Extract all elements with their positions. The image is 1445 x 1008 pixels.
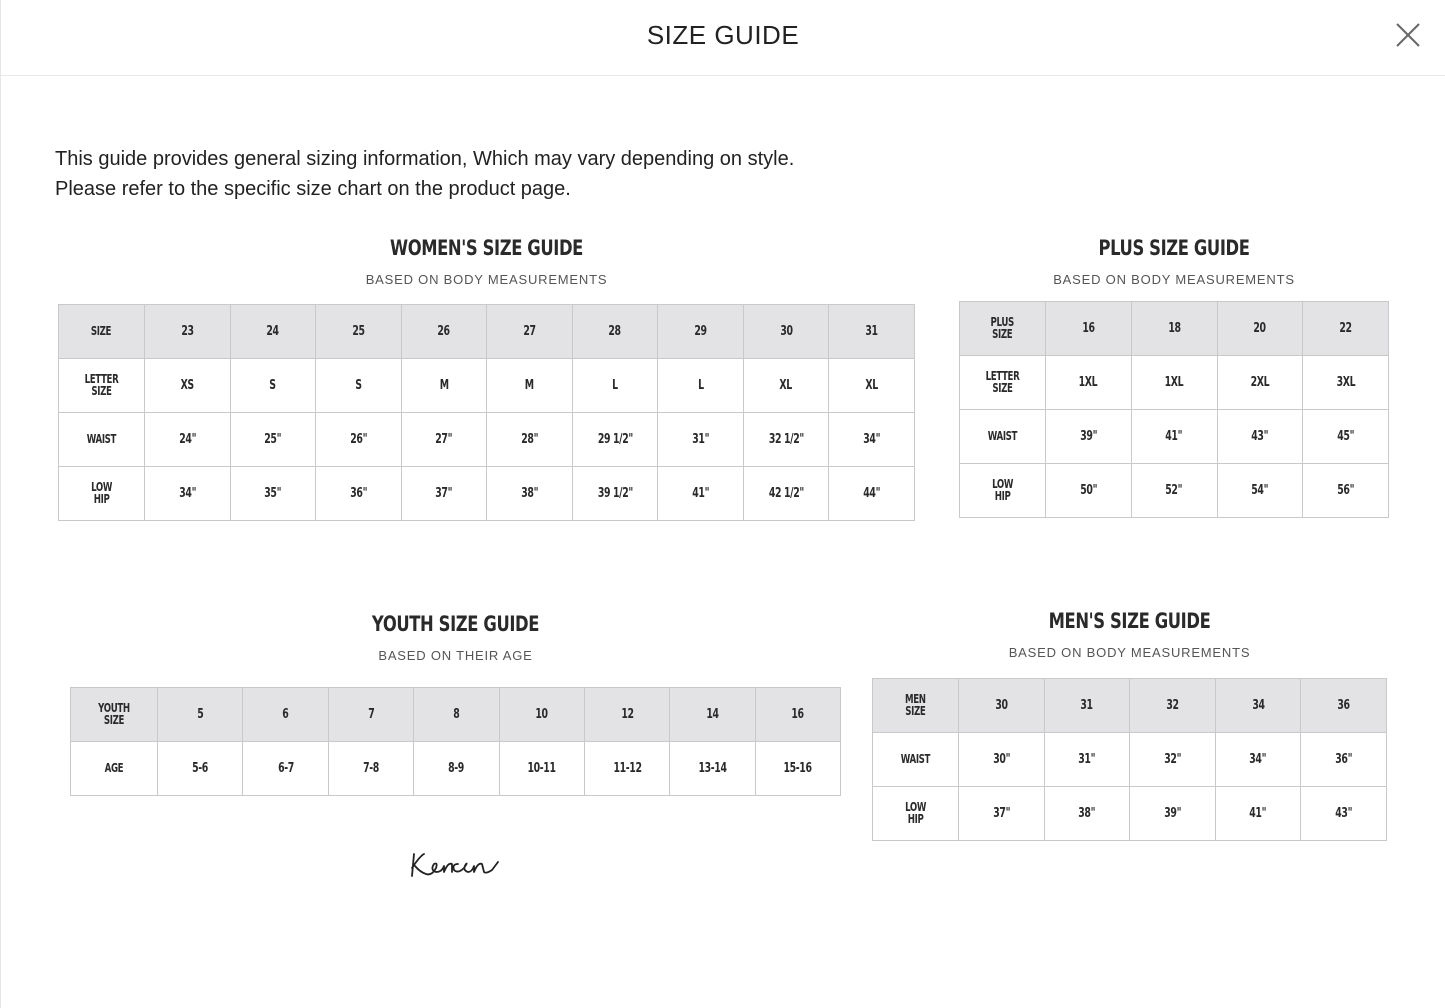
cell-text: 37" — [992, 806, 1010, 821]
table-cell — [743, 305, 829, 359]
cell-text: 2XL — [1250, 375, 1270, 390]
cell-text: 10 — [535, 707, 548, 722]
table-cell — [1046, 302, 1132, 356]
cell-text: 38" — [1078, 806, 1096, 821]
table-cell — [584, 688, 669, 742]
table-row — [960, 464, 1389, 518]
cell-text: 12 — [620, 707, 634, 722]
table-cell — [829, 305, 915, 359]
guide-title: PLUS SIZE GUIDE — [1098, 236, 1250, 260]
cell-text: 41" — [1249, 806, 1267, 821]
cell-text: 56" — [1337, 483, 1355, 498]
table-cell — [230, 467, 316, 521]
cell-text: YOUTH SIZE — [98, 700, 130, 727]
cell-text: AGE — [104, 761, 124, 775]
cell-text: WAIST — [86, 432, 117, 446]
cell-text: 37" — [435, 486, 453, 501]
table-cell — [145, 305, 231, 359]
table-row — [71, 742, 841, 796]
table-cell — [584, 742, 669, 796]
table-row — [873, 733, 1387, 787]
row-label-cell — [960, 356, 1046, 410]
table-cell — [959, 733, 1045, 787]
cell-text: WAIST — [987, 429, 1018, 443]
table-cell — [658, 413, 744, 467]
table-header-row — [873, 679, 1387, 733]
cell-text: 24" — [178, 432, 196, 447]
table-cell — [743, 467, 829, 521]
table-cell — [1303, 464, 1389, 518]
table-cell — [1130, 733, 1216, 787]
intro-line: This guide provides general sizing information, Which may vary depending on style. — [55, 148, 795, 170]
cell-text: 34" — [863, 432, 881, 447]
cell-text: 43" — [1335, 806, 1353, 821]
table-cell — [328, 688, 413, 742]
cell-text: 34 — [1251, 698, 1265, 713]
table-cell — [487, 305, 573, 359]
cell-text: 20 — [1253, 321, 1267, 336]
modal-header — [1, 0, 1445, 76]
table-cell — [1046, 356, 1132, 410]
cell-text: LOW HIP — [905, 799, 926, 826]
intro-line: Please refer to the specific size chart on the product page. — [55, 178, 571, 200]
row-label-cell — [59, 467, 145, 521]
table-cell — [1217, 302, 1303, 356]
table-cell — [487, 359, 573, 413]
cell-text: 1XL — [1164, 375, 1184, 390]
cell-text: S — [269, 378, 277, 393]
cell-text: 54" — [1251, 483, 1269, 498]
cell-text: 10-11 — [527, 761, 556, 776]
table-cell — [959, 679, 1045, 733]
cell-text: 32 1/2" — [768, 432, 804, 447]
table-cell — [487, 413, 573, 467]
table-cell — [145, 467, 231, 521]
table-cell — [1303, 356, 1389, 410]
cell-text: 45" — [1337, 429, 1355, 444]
table-cell — [401, 359, 487, 413]
cell-text: 36 — [1337, 698, 1350, 713]
cell-text: 7-8 — [363, 761, 379, 776]
table-cell — [829, 413, 915, 467]
table-row — [59, 413, 915, 467]
cell-text: 34" — [178, 486, 196, 501]
table-cell — [1217, 356, 1303, 410]
table-cell — [1301, 733, 1387, 787]
cell-text: 39 1/2" — [597, 486, 633, 501]
cell-text: 41" — [692, 486, 709, 501]
table-cell — [401, 413, 487, 467]
cell-text: LOW HIP — [992, 476, 1013, 503]
table-cell — [1303, 410, 1389, 464]
cell-text: 31 — [865, 324, 878, 339]
row-label-cell — [960, 464, 1046, 518]
row-label-cell — [59, 413, 145, 467]
table-cell — [572, 305, 658, 359]
row-label-cell — [59, 305, 145, 359]
table-cell — [829, 467, 915, 521]
table-cell — [743, 359, 829, 413]
cell-text: LOW HIP — [91, 479, 112, 506]
cell-text: XL — [865, 378, 878, 393]
table-cell — [572, 467, 658, 521]
table-cell — [1044, 787, 1130, 841]
close-icon[interactable] — [1393, 20, 1423, 50]
row-label-cell — [59, 359, 145, 413]
guide-title: MEN'S SIZE GUIDE — [1048, 609, 1211, 633]
cell-text: 28 — [608, 324, 622, 339]
cell-text: 38" — [521, 486, 538, 501]
row-label-cell — [71, 742, 158, 796]
cell-text: 26" — [349, 432, 367, 447]
row-label-cell — [71, 688, 158, 742]
row-label-cell — [960, 302, 1046, 356]
cell-text: 25 — [352, 324, 365, 339]
cell-text: 34" — [1249, 752, 1267, 767]
row-label-cell — [873, 679, 959, 733]
table-cell — [1131, 302, 1217, 356]
cell-text: 26 — [437, 324, 451, 339]
cell-text: 3XL — [1336, 375, 1355, 390]
table-cell — [743, 413, 829, 467]
cell-text: 32" — [1164, 752, 1181, 767]
cell-text: 18 — [1167, 321, 1181, 336]
table-cell — [316, 359, 402, 413]
table-cell — [328, 742, 413, 796]
cell-text: 5 — [197, 707, 204, 722]
table-cell — [230, 359, 316, 413]
table-cell — [316, 467, 402, 521]
cell-text: 31 — [1080, 698, 1094, 713]
cell-text: XL — [779, 378, 793, 393]
cell-text: 35" — [264, 486, 282, 501]
cell-text: 7 — [367, 707, 375, 722]
table-cell — [499, 742, 584, 796]
table-cell — [145, 359, 231, 413]
table-cell — [499, 688, 584, 742]
cell-text: PLUS SIZE — [990, 314, 1015, 341]
table-row — [873, 787, 1387, 841]
table-cell — [1215, 733, 1301, 787]
table-row — [59, 467, 915, 521]
table-cell — [230, 413, 316, 467]
table-row — [960, 410, 1389, 464]
table-cell — [243, 742, 328, 796]
table-cell — [1303, 302, 1389, 356]
cell-text: 39" — [1164, 806, 1181, 821]
cell-text: 11-12 — [612, 761, 642, 776]
cell-text: 5-6 — [192, 761, 209, 776]
cell-text: 44" — [863, 486, 881, 501]
brand-signature-logo — [406, 848, 506, 884]
table-row — [59, 359, 915, 413]
cell-text: 52" — [1165, 483, 1183, 498]
cell-text: 6 — [282, 707, 289, 722]
table-cell — [658, 467, 744, 521]
cell-text: 36" — [1335, 752, 1353, 767]
cell-text: 42 1/2" — [768, 486, 804, 501]
table-header-row — [71, 688, 841, 742]
cell-text: 27 — [523, 324, 536, 339]
cell-text: 36" — [349, 486, 367, 501]
table-cell — [755, 688, 840, 742]
cell-text: 6-7 — [277, 761, 294, 776]
cell-text: 31" — [1078, 752, 1096, 767]
cell-text: MEN SIZE — [905, 691, 926, 718]
table-cell — [1046, 410, 1132, 464]
table-cell — [401, 305, 487, 359]
table-cell — [1217, 410, 1303, 464]
row-label-cell — [873, 733, 959, 787]
table-cell — [1044, 733, 1130, 787]
cell-text: 39" — [1079, 429, 1097, 444]
cell-text: 30 — [779, 324, 793, 339]
cell-text: 8-9 — [448, 761, 465, 776]
cell-text: 50" — [1079, 483, 1097, 498]
womens-size-table — [58, 304, 915, 521]
cell-text: 14 — [706, 707, 719, 722]
cell-text: 15-16 — [783, 761, 812, 776]
table-cell — [1131, 464, 1217, 518]
table-cell — [414, 742, 499, 796]
table-cell — [1044, 679, 1130, 733]
table-cell — [658, 359, 744, 413]
plus-size-table — [959, 301, 1389, 518]
cell-text: 13-14 — [698, 761, 727, 776]
cell-text: 30 — [995, 698, 1008, 713]
cell-text: SIZE — [91, 324, 112, 338]
guide-subtitle: BASED ON BODY MEASUREMENTS — [1053, 272, 1295, 287]
cell-text: 24 — [266, 324, 279, 339]
cell-text: 1XL — [1079, 375, 1098, 390]
cell-text: 29 1/2" — [597, 432, 633, 447]
table-cell — [829, 359, 915, 413]
guide-subtitle: BASED ON BODY MEASUREMENTS — [1008, 645, 1251, 660]
cell-text: WAIST — [900, 752, 931, 766]
guide-subtitle: BASED ON BODY MEASUREMENTS — [365, 272, 608, 287]
modal-title: SIZE GUIDE — [646, 20, 800, 50]
row-label-cell — [960, 410, 1046, 464]
table-cell — [316, 413, 402, 467]
guide-title: YOUTH SIZE GUIDE — [371, 612, 540, 636]
table-cell — [658, 305, 744, 359]
guide-title: WOMEN'S SIZE GUIDE — [390, 236, 583, 260]
cell-text: L — [697, 378, 704, 393]
table-header-row — [960, 302, 1389, 356]
cell-text: M — [524, 378, 534, 393]
cell-text: LETTER SIZE — [84, 371, 119, 398]
cell-text: S — [355, 378, 362, 393]
cell-text: 16 — [791, 707, 804, 722]
table-cell — [670, 688, 755, 742]
table-cell — [1131, 410, 1217, 464]
cell-text: 29 — [694, 324, 707, 339]
cell-text: 22 — [1339, 321, 1352, 336]
table-cell — [1215, 679, 1301, 733]
table-cell — [243, 688, 328, 742]
cell-text: 8 — [453, 707, 460, 722]
table-header-row — [59, 305, 915, 359]
table-cell — [230, 305, 316, 359]
table-cell — [316, 305, 402, 359]
table-cell — [1301, 787, 1387, 841]
table-cell — [487, 467, 573, 521]
row-label-cell — [873, 787, 959, 841]
intro-text — [55, 144, 794, 204]
cell-text: 43" — [1251, 429, 1269, 444]
cell-text: 23 — [181, 324, 194, 339]
table-cell — [414, 688, 499, 742]
table-cell — [959, 787, 1045, 841]
table-cell — [158, 688, 243, 742]
cell-text: 16 — [1082, 321, 1095, 336]
table-cell — [572, 413, 658, 467]
table-cell — [572, 359, 658, 413]
cell-text: 32 — [1166, 698, 1179, 713]
table-row — [960, 356, 1389, 410]
cell-text: L — [612, 378, 618, 393]
cell-text: M — [439, 378, 449, 393]
cell-text: 27" — [435, 432, 453, 447]
table-cell — [1130, 679, 1216, 733]
cell-text: 25" — [264, 432, 282, 447]
cell-text: 31" — [692, 432, 709, 447]
table-cell — [1217, 464, 1303, 518]
table-cell — [401, 467, 487, 521]
cell-text: 30" — [992, 752, 1010, 767]
guide-subtitle: BASED ON THEIR AGE — [378, 648, 533, 663]
table-cell — [755, 742, 840, 796]
table-cell — [1215, 787, 1301, 841]
table-cell — [145, 413, 231, 467]
cell-text: 41" — [1165, 429, 1183, 444]
cell-text: LETTER SIZE — [985, 368, 1020, 395]
table-cell — [158, 742, 243, 796]
table-cell — [1131, 356, 1217, 410]
table-cell — [1046, 464, 1132, 518]
cell-text: 28" — [521, 432, 538, 447]
cell-text: XS — [180, 378, 194, 393]
youth-size-table — [70, 687, 841, 796]
table-cell — [1130, 787, 1216, 841]
table-cell — [1301, 679, 1387, 733]
mens-size-table — [872, 678, 1387, 841]
table-cell — [670, 742, 755, 796]
